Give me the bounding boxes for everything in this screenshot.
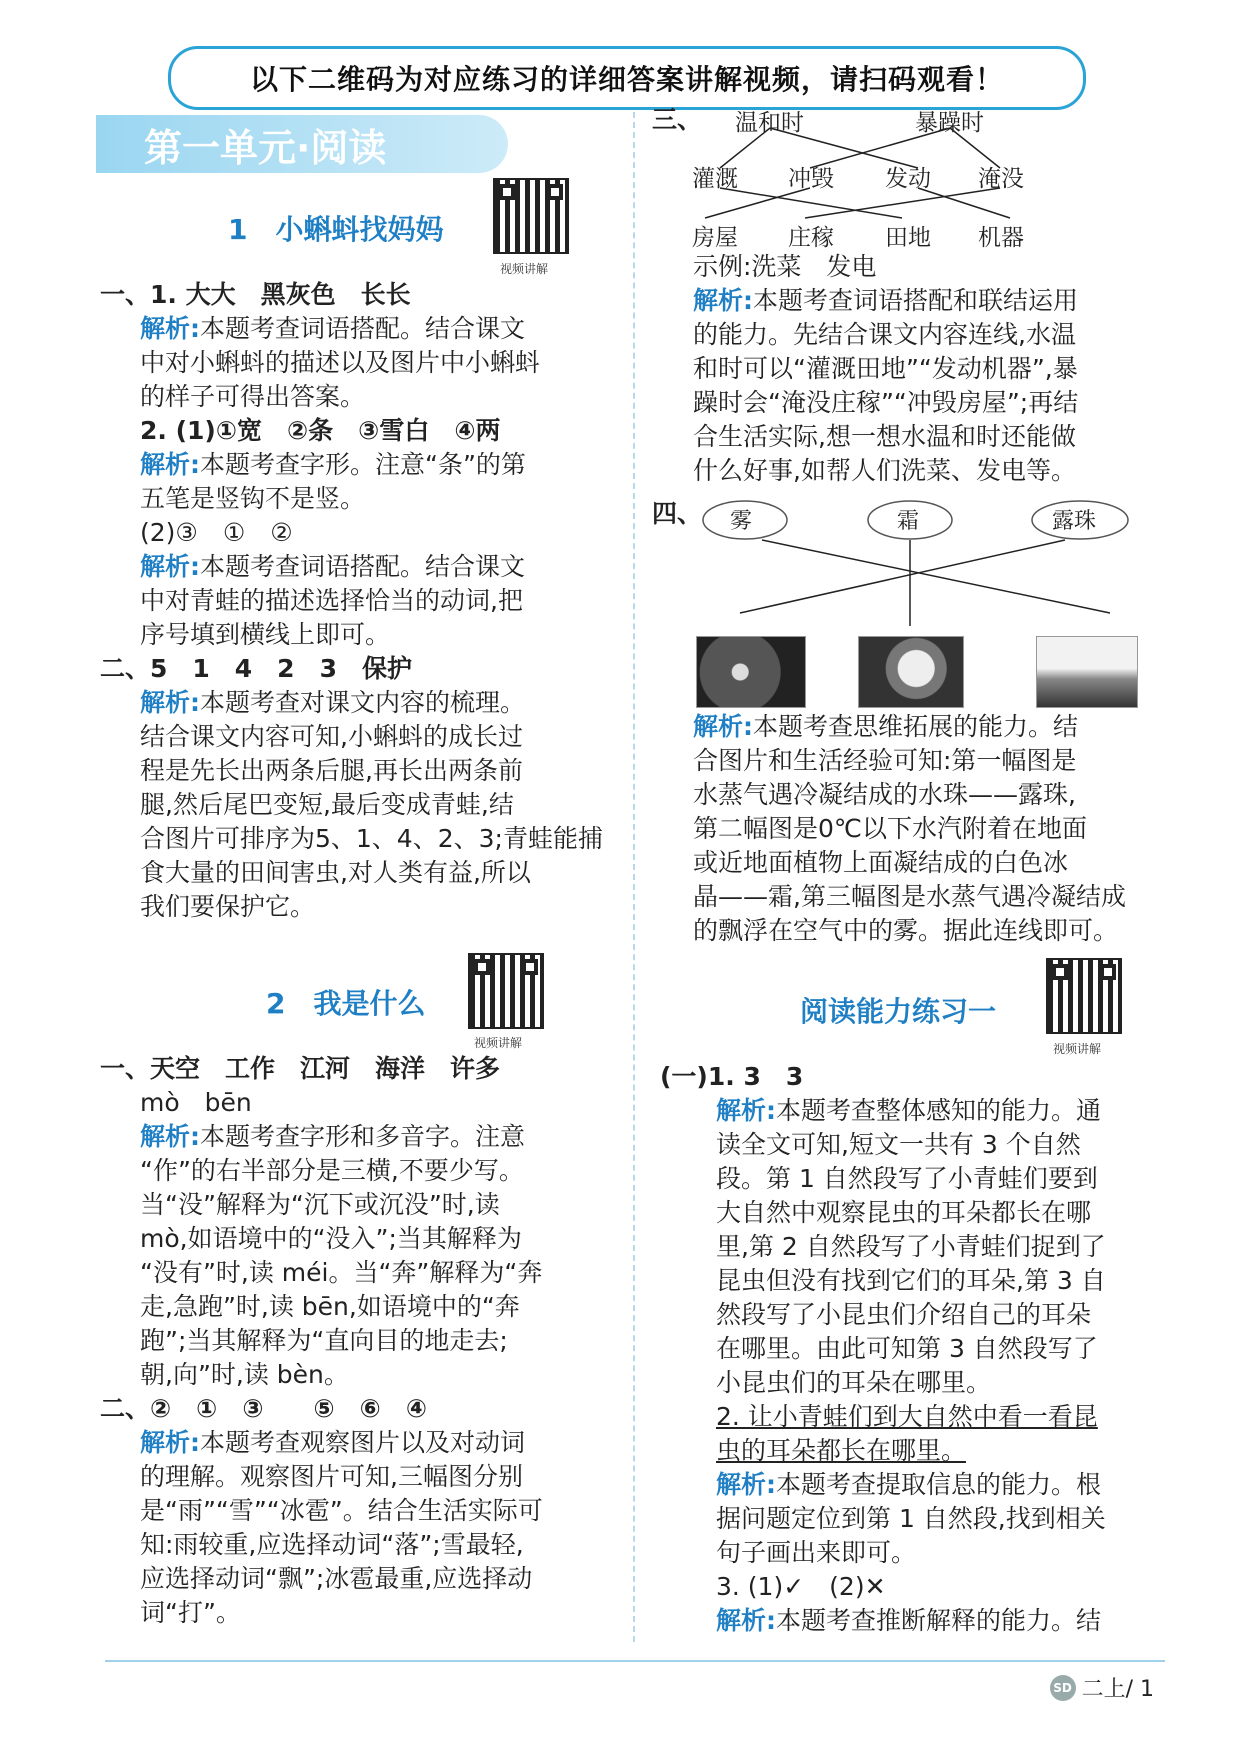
footer-rule [105, 1660, 1165, 1662]
analysis-keyword: 解析: [693, 712, 753, 741]
analysis-line-text: 解析:本题考查思维拓展的能力。结 [693, 712, 1079, 741]
lesson-1-answers [100, 278, 610, 924]
match-line [762, 540, 1110, 613]
answer-line [140, 890, 610, 924]
bottom-word: 庄稼 [788, 225, 834, 251]
answer-line [693, 386, 1173, 420]
analysis-line-text: 解析:本题考查对课文内容的梳理。 [140, 688, 526, 717]
answer-line [693, 812, 1173, 846]
qr-code-practice-1[interactable] [1046, 958, 1122, 1034]
analysis-keyword: 解析: [716, 1470, 776, 1499]
answer-line-text: 大自然中观察昆虫的耳朵都长在哪 [716, 1198, 1092, 1227]
answer-line [140, 1222, 610, 1256]
section-4-answers [693, 710, 1173, 948]
lesson-2-answers [100, 1052, 610, 1630]
mid-word: 灌溉 [692, 166, 738, 192]
answer-line [140, 1256, 610, 1290]
answer-line-text: 然段写了小昆虫们介绍自己的耳朵 [716, 1300, 1092, 1329]
answer-line [716, 1162, 1170, 1196]
answer-line-text: 我们要保护它。 [140, 892, 316, 921]
analysis-line-text: 解析:本题考查提取信息的能力。根 [716, 1470, 1102, 1499]
match-line [705, 188, 810, 218]
answer-line-text: 二、5 1 4 2 3 保护 [100, 654, 412, 683]
answer-line [140, 1324, 610, 1358]
lesson-1-title: 1 小蝌蚪找妈妈 [228, 213, 444, 246]
analysis-keyword: 解析: [140, 450, 200, 479]
answer-line [100, 278, 610, 312]
answer-line [140, 1086, 610, 1120]
answer-line [716, 1570, 1170, 1604]
answer-line-text: 段。第 1 自然段写了小青蛙们要到 [716, 1164, 1098, 1193]
publisher-badge: SD [1050, 1675, 1076, 1701]
answer-line-text: 2. (1)①宽 ②条 ③雪白 ④两 [140, 416, 501, 445]
analysis-keyword: 解析: [693, 286, 753, 315]
cloud-word: 雾 [730, 509, 753, 534]
answer-line-text: 食大量的田间害虫,对人类有益,所以 [140, 858, 531, 887]
answer-line [693, 914, 1173, 948]
lesson-2-title: 2 我是什么 [266, 987, 426, 1020]
answer-line [716, 1298, 1170, 1332]
dew-photo [696, 636, 806, 708]
qr-code-lesson-1[interactable] [493, 178, 569, 254]
analysis-line [716, 1468, 1170, 1502]
answer-line-text: mò,如语境中的“没入”;当其解释为 [140, 1224, 522, 1253]
answer-line [140, 1494, 610, 1528]
match-line [805, 188, 1000, 218]
fog-photo [1036, 636, 1138, 708]
qr-caption: 视频讲解 [1053, 1042, 1102, 1056]
answer-line [140, 346, 610, 380]
answer-line [100, 652, 610, 686]
page-number: 二上/ 1 [1081, 1677, 1154, 1702]
answer-line [140, 414, 610, 448]
answer-line [660, 1060, 1170, 1094]
answer-line-text: “没有”时,读 méi。当“奔”解释为“奔 [140, 1258, 543, 1287]
answer-line-text: 的能力。先结合课文内容连线,水温 [693, 320, 1076, 349]
answer-line-text: 合生活实际,想一想水温和时还能做 [693, 422, 1076, 451]
answer-line [140, 1188, 610, 1222]
answer-line-text: 水蒸气遇冷凝结成的水珠——露珠, [693, 780, 1076, 809]
answer-line-text: 读全文可知,短文一共有 3 个自然 [716, 1130, 1081, 1159]
answer-line-text: 合图片和生活经验可知:第一幅图是 [693, 746, 1077, 775]
answer-line [140, 1596, 610, 1630]
answer-line [140, 1528, 610, 1562]
analysis-keyword: 解析: [140, 688, 200, 717]
qr-caption: 视频讲解 [500, 262, 549, 276]
answer-line [716, 1196, 1170, 1230]
answer-line-text: 腿,然后尾巴变短,最后变成青蛙,结 [140, 790, 514, 819]
answer-line [140, 720, 610, 754]
answer-line-text: 句子画出来即可。 [716, 1538, 917, 1567]
answer-line [693, 250, 1173, 284]
analysis-line [140, 550, 610, 584]
answer-line-text: 程是先长出两条后腿,再长出两条前 [140, 756, 523, 785]
analysis-line [140, 1426, 610, 1460]
answer-line-text: (2)③ ① ② [140, 518, 293, 547]
answer-line [716, 1264, 1170, 1298]
answer-line-text: 里,第 2 自然段写了小青蛙们捉到了 [716, 1232, 1106, 1261]
analysis-line-text: 解析:本题考查字形和多音字。注意 [140, 1122, 526, 1151]
column-divider [633, 112, 635, 1642]
answer-line [140, 516, 610, 550]
analysis-line-text: 解析:本题考查观察图片以及对动词 [140, 1428, 526, 1457]
answer-line [140, 482, 610, 516]
answer-line [716, 1366, 1170, 1400]
mid-word: 发动 [885, 166, 931, 192]
answer-line-text: 的样子可得出答案。 [140, 382, 366, 411]
answer-line-text: 合图片可排序为5、1、4、2、3;青蛙能捕 [140, 824, 603, 853]
answer-line [100, 1052, 610, 1086]
top-word: 暴躁时 [915, 110, 984, 136]
answer-line-text: 词“打”。 [140, 1598, 241, 1627]
analysis-keyword: 解析: [716, 1606, 776, 1635]
answer-line-text: 在哪里。由此可知第 3 自然段写了 [716, 1334, 1098, 1363]
analysis-keyword: 解析: [140, 1428, 200, 1457]
answer-line-text: 结合课文内容可知,小蝌蚪的成长过 [140, 722, 523, 751]
section-3-label-text: 三、 [652, 105, 703, 134]
section-4-label-text: 四、 [652, 499, 703, 528]
practice-1-answers [660, 1060, 1170, 1638]
answer-line-text: 是“雨”“雪”“冰雹”。结合生活实际可 [140, 1496, 543, 1525]
match-line [918, 188, 1010, 218]
answer-line [140, 380, 610, 414]
analysis-line [716, 1604, 1170, 1638]
cloud-word: 露珠 [1052, 509, 1097, 534]
answer-line-text: 知:雨较重,应选择动词“落”;雪最轻, [140, 1530, 524, 1559]
analysis-keyword: 解析: [716, 1096, 776, 1125]
answer-line-text: 的理解。观察图片可知,三幅图分别 [140, 1462, 523, 1491]
answer-line [693, 454, 1173, 488]
answer-line [693, 744, 1173, 778]
answer-line-text: 示例:洗菜 发电 [693, 252, 877, 281]
answer-line-text: 躁时会“淹没庄稼”“冲毁房屋”;再结 [693, 388, 1079, 417]
answer-line [140, 788, 610, 822]
analysis-keyword: 解析: [140, 314, 200, 343]
answer-line-text: 当“没”解释为“沉下或沉没”时,读 [140, 1190, 500, 1219]
answer-line [693, 352, 1173, 386]
answer-line [140, 754, 610, 788]
match-line [720, 188, 902, 218]
cloud-word: 霜 [897, 509, 920, 534]
answer-line [140, 1358, 610, 1392]
frost-photo [858, 636, 964, 708]
answer-line-text: 序号填到横线上即可。 [140, 620, 391, 649]
analysis-line [140, 312, 610, 346]
answer-line [693, 318, 1173, 352]
answer-line-text: 昆虫但没有找到它们的耳朵,第 3 自 [716, 1266, 1106, 1295]
analysis-line [693, 710, 1173, 744]
section-4-cloud-matching [690, 498, 1140, 628]
answer-line-text: 据问题定位到第 1 自然段,找到相关 [716, 1504, 1106, 1533]
analysis-line-text: 解析:本题考查词语搭配。结合课文 [140, 552, 526, 581]
qr-caption: 视频讲解 [474, 1036, 523, 1050]
bottom-word: 房屋 [692, 225, 738, 251]
answer-line-text: 五笔是竖钩不是竖。 [140, 484, 366, 513]
answer-line-text: 应选择动词“飘”;冰雹最重,应选择动 [140, 1564, 533, 1593]
answer-line-text: 跑”;当其解释为“直向目的地走去; [140, 1326, 508, 1355]
answer-line [693, 846, 1173, 880]
answer-line-text: 或近地面植物上面凝结成的白色冰 [693, 848, 1069, 877]
analysis-line-text: 解析:本题考查词语搭配和联结运用 [693, 286, 1079, 315]
analysis-line [693, 284, 1173, 318]
analysis-line-text: 解析:本题考查词语搭配。结合课文 [140, 314, 526, 343]
answer-line-text: 什么好事,如帮人们洗菜、发电等。 [693, 456, 1076, 485]
answer-line-text: 一、天空 工作 江河 海洋 许多 [100, 1054, 501, 1083]
answer-line [716, 1332, 1170, 1366]
answer-line-text: 走,急跑”时,读 bēn,如语境中的“奔 [140, 1292, 520, 1321]
answer-line-text: 朝,向”时,读 bèn。 [140, 1360, 349, 1389]
answer-line-text: “作”的右半部分是三横,不要少写。 [140, 1156, 524, 1185]
answer-line [716, 1536, 1170, 1570]
answer-line [693, 778, 1173, 812]
answer-line [140, 856, 610, 890]
analysis-line [716, 1094, 1170, 1128]
answer-line-text: mò bēn [140, 1088, 252, 1117]
answer-line-text: 3. (1)✓ (2)✕ [716, 1572, 886, 1601]
answer-line-text: 小昆虫们的耳朵在哪里。 [716, 1368, 992, 1397]
answer-line [716, 1502, 1170, 1536]
analysis-line [140, 686, 610, 720]
section-3-matching-diagram [680, 100, 1100, 260]
answer-line [716, 1128, 1170, 1162]
mid-word: 淹没 [978, 166, 1024, 192]
unit-title: 第一单元·阅读 [96, 115, 508, 173]
answer-line-text: 2. 让小青蛙们到大自然中看一看昆 [716, 1402, 1098, 1431]
answer-line [100, 1392, 610, 1426]
answer-line [693, 420, 1173, 454]
bottom-word: 机器 [978, 225, 1024, 251]
analysis-keyword: 解析: [140, 552, 200, 581]
answer-line [140, 822, 610, 856]
answer-line [693, 880, 1173, 914]
top-word: 温和时 [735, 110, 804, 136]
section-3-answers [693, 250, 1173, 488]
answer-line [716, 1230, 1170, 1264]
answer-line [140, 1154, 610, 1188]
answer-line-text: 晶——霜,第三幅图是水蒸气遇冷凝结成 [693, 882, 1126, 911]
analysis-line [140, 1120, 610, 1154]
answer-line-text: 虫的耳朵都长在哪里。 [716, 1436, 967, 1465]
answer-line [140, 584, 610, 618]
qr-code-lesson-2[interactable] [468, 953, 544, 1029]
answer-line-text: 第二幅图是0℃以下水汽附着在地面 [693, 814, 1087, 843]
analysis-line-text: 解析:本题考查推断解释的能力。结 [716, 1606, 1102, 1635]
answer-line-text: (一)1. 3 3 [660, 1062, 804, 1091]
answer-line-text: 一、1. 大大 黑灰色 长长 [100, 280, 411, 309]
analysis-keyword: 解析: [140, 1122, 200, 1151]
page-footer [1050, 1672, 1154, 1703]
answer-line-text: 中对青蛙的描述选择恰当的动词,把 [140, 586, 523, 615]
answer-line-text: 中对小蝌蚪的描述以及图片中小蝌蚪 [140, 348, 541, 377]
answer-line [716, 1400, 1170, 1434]
answer-line-text: 和时可以“灌溉田地”“发动机器”,暴 [693, 354, 1078, 383]
answer-line [140, 1290, 610, 1324]
answer-line [140, 618, 610, 652]
answer-line [140, 1460, 610, 1494]
qr-notice-banner: 以下二维码为对应练习的详细答案讲解视频，请扫码观看！ [168, 46, 1086, 110]
answer-line-text: 的飘浮在空气中的雾。据此连线即可。 [693, 916, 1119, 945]
mid-word: 冲毁 [788, 166, 834, 192]
answer-line-text: 二、② ① ③ ⑤ ⑥ ④ [100, 1394, 428, 1423]
bottom-word: 田地 [885, 225, 931, 251]
answer-line [716, 1434, 1170, 1468]
match-line [740, 540, 1065, 613]
practice-1-title: 阅读能力练习一 [800, 995, 997, 1028]
answer-line [140, 1562, 610, 1596]
analysis-line-text: 解析:本题考查整体感知的能力。通 [716, 1096, 1102, 1125]
analysis-line [140, 448, 610, 482]
analysis-line-text: 解析:本题考查字形。注意“条”的第 [140, 450, 526, 479]
